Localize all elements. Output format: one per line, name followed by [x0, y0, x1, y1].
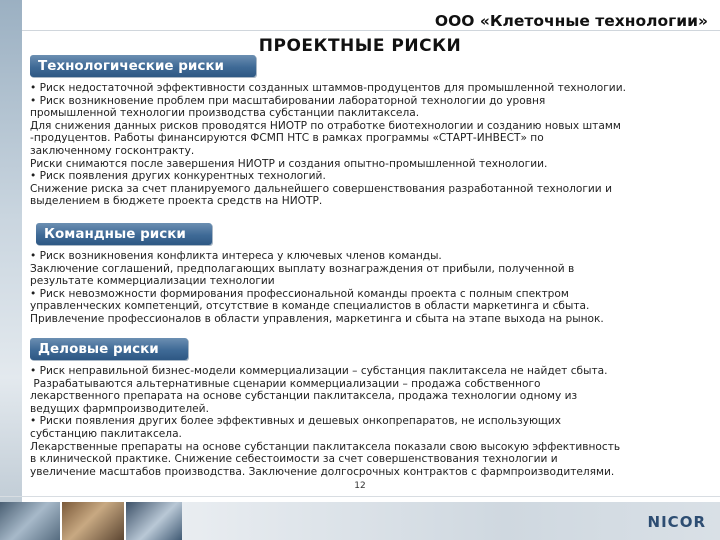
text-line: • Риск появления других конкурентных технологий.: [30, 170, 326, 183]
footer-photo-plant: [62, 502, 124, 540]
text-line: результате коммерциализации технологии: [30, 275, 275, 288]
footer-band: [182, 502, 720, 540]
text-line: Риски снимаются после завершения НИОТР и создания опытно-промышленной технологии.: [30, 157, 548, 170]
section-label-technological-risks: Технологические риски: [30, 55, 256, 77]
text-line: • Риск неправильной бизнес-модели коммерциализации – субстанция паклитаксела не найдет сбыта.: [30, 365, 608, 377]
section-label-business-risks: Деловые риски: [30, 338, 188, 360]
section-label-team-risks: Командные риски: [36, 223, 212, 245]
text-line: Разрабатываются альтернативные сценарии коммерциализации – продажа собственного: [30, 377, 541, 390]
section-body-technological-risks: [30, 82, 698, 208]
footer-photo-lab: [0, 502, 60, 540]
text-line: • Риск возникновения конфликта интереса у ключевых членов команды.: [30, 250, 442, 262]
text-line: Привлечение профессионалов в области управления, маркетинга и сбыта на этапе выхода на рынок.: [30, 312, 604, 325]
header-divider: [22, 30, 720, 31]
section-body-business-risks: [30, 365, 698, 478]
text-line: заключенному госконтракту.: [30, 144, 195, 157]
text-line: Снижение риска за счет планируемого дальнейшего совершенствования разработанной технологии и: [30, 182, 612, 195]
text-line: Лекарственные препараты на основе субстанции паклитаксела показали свою высокую эффективность: [30, 440, 621, 453]
page-number: 12: [354, 481, 366, 491]
text-line: Для снижения данных рисков проводятся НИОТР по отработке биотехнологии и созданию новых штамм: [30, 119, 621, 132]
text-line: увеличение масштабов производства. Заключение долгосрочных контрактов с фармпроизводителями.: [30, 465, 615, 478]
page-title: ПРОЕКТНЫЕ РИСКИ: [258, 36, 462, 56]
text-line: -продуцентов. Работы финансируются ФСМП НТС в рамках программы «СТАРТ-ИНВЕСТ» по: [30, 132, 544, 145]
text-line: лекарственного препарата на основе субстанции паклитаксела, продажа технологии одному из: [30, 390, 578, 403]
footer-divider: [0, 496, 720, 497]
text-line: субстанцию паклитаксела.: [30, 427, 182, 440]
text-line: ведущих фармпроизводителей.: [30, 402, 209, 415]
footer-photo-equipment: [126, 502, 182, 540]
text-line: • Риск недостаточной эффективности созданных штаммов-продуцентов для промышленной технологии.: [30, 82, 626, 94]
text-line: • Риск невозможности формирования профессиональной команды проекта с полным спектром: [30, 287, 569, 300]
text-line: Заключение соглашений, предполагающих выплату вознаграждения от прибыли, полученной в: [30, 262, 575, 275]
text-line: • Риски появления других более эффективных и дешевых онкопрепаратов, не использующих: [30, 415, 562, 428]
text-line: управленческих компетенций, отсутствие в команде специалистов в области маркетинга и сбыта.: [30, 300, 590, 313]
company-name: ООО «Клеточные технологии»: [434, 12, 708, 30]
text-line: в клинической практике. Снижение себестоимости за счет совершенствования технологии и: [30, 453, 558, 466]
text-line: промышленной технологии производства субстанции паклитаксела.: [30, 107, 420, 120]
nicor-logo: NICOR: [647, 513, 706, 531]
text-line: выделением в бюджете проекта средств на НИОТР.: [30, 195, 323, 208]
text-line: • Риск возникновение проблем при масштабировании лабораторной технологии до уровня: [30, 94, 546, 107]
section-body-team-risks: [30, 250, 698, 326]
decorative-left-strip: [0, 0, 22, 540]
